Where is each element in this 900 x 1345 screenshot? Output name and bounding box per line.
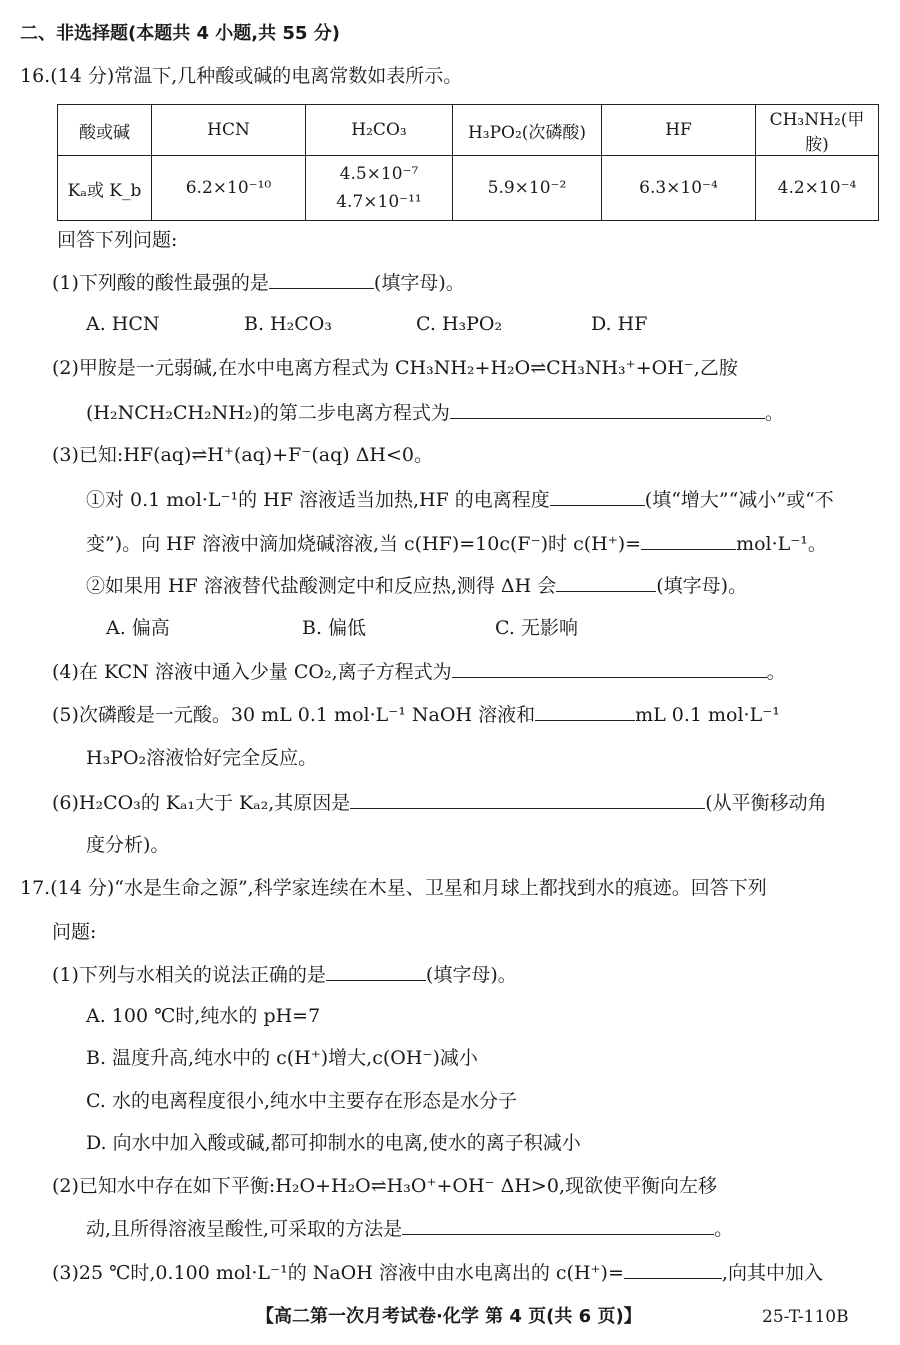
q16-p3-2-option-a: A. 偏高 xyxy=(106,617,170,639)
table-cell: 4.2×10⁻⁴ xyxy=(756,156,879,221)
q16-p3-1-text: ①对 0.1 mol·L⁻¹的 HF 溶液适当加热,HF 的电离程度 xyxy=(86,489,550,511)
q16-p5-text: (5)次磷酸是一元酸。30 mL 0.1 mol·L⁻¹ NaOH 溶液和 xyxy=(52,704,536,726)
q16-p1-option-d: D. HF xyxy=(591,313,648,335)
q17-p2-text: 动,且所得溶液呈酸性,可采取的方法是 xyxy=(86,1218,403,1240)
table-header-cell: H₃PO₂(次磷酸) xyxy=(453,105,602,156)
q16-p4 xyxy=(52,659,786,684)
ionization-constants-table xyxy=(57,104,879,221)
table-row xyxy=(58,156,879,221)
q17-p1-text: (1)下列与水相关的说法正确的是 xyxy=(52,964,326,986)
table-cell: 6.2×10⁻¹⁰ xyxy=(152,156,306,221)
table-header-cell: H₂CO₃ xyxy=(306,105,453,156)
q17-intro-line1: 17.(14 分)“水是生命之源”,科学家连续在木星、卫星和月球上都找到水的痕迹。回答下列 xyxy=(20,877,767,899)
q16-p1-option-a: A. HCN xyxy=(86,313,160,335)
q17-p1-option-c: C. 水的电离程度很小,纯水中主要存在形态是水分子 xyxy=(86,1090,517,1112)
q16-p3-1-unit: mol·L⁻¹。 xyxy=(736,533,827,555)
answer-intro: 回答下列问题: xyxy=(57,229,178,251)
q17-p3-text: (3)25 ℃时,0.100 mol·L⁻¹的 NaOH 溶液中由水电离出的 c(H⁺)= xyxy=(52,1262,624,1284)
q16-p3-2-end: (填字母)。 xyxy=(656,575,748,597)
q17-p2-line1: (2)已知水中存在如下平衡:H₂O+H₂O⇌H₃O⁺+OH⁻ ΔH>0,现欲使平衡向左移 xyxy=(52,1175,717,1197)
table-header-cell: 酸或碱 xyxy=(58,105,152,156)
section-title: 二、非选择题(本题共 4 小题,共 55 分) xyxy=(20,23,340,44)
q17-p1-option-d: D. 向水中加入酸或碱,都可抑制水的电离,使水的离子积减小 xyxy=(86,1132,581,1154)
q16-p3-1-text-c: 变”)。向 HF 溶液中滴加烧碱溶液,当 c(HF)=10c(F⁻)时 c(H⁺)= xyxy=(86,533,642,555)
q16-p5-line1 xyxy=(52,702,780,727)
table-header-row xyxy=(58,105,879,156)
answer-blank[interactable] xyxy=(326,962,426,981)
q16-p4-text: (4)在 KCN 溶液中通入少量 CO₂,离子方程式为 xyxy=(52,661,452,683)
table-cell-value: 4.7×10⁻¹¹ xyxy=(336,192,422,212)
answer-blank[interactable] xyxy=(535,702,635,721)
q16-p3-2-text: ②如果用 HF 溶液替代盐酸测定中和反应热,测得 ΔH 会 xyxy=(86,575,557,597)
q16-p1-end: (填字母)。 xyxy=(373,272,465,294)
answer-blank[interactable] xyxy=(641,531,736,550)
q16-p2-line2 xyxy=(86,400,784,425)
q16-p1 xyxy=(52,270,465,295)
q16-p2-line1: (2)甲胺是一元弱碱,在水中电离方程式为 CH₃NH₂+H₂O⇌CH₃NH₃⁺+OH⁻,乙胺 xyxy=(52,357,738,379)
q16-p6-line1 xyxy=(52,790,827,815)
table-header-cell: HF xyxy=(602,105,756,156)
answer-blank[interactable] xyxy=(556,573,656,592)
q16-p3: (3)已知:HF(aq)⇌H⁺(aq)+F⁻(aq) ΔH<0。 xyxy=(52,444,434,466)
answer-blank[interactable] xyxy=(350,790,705,809)
q16-p3-1-line2 xyxy=(86,531,827,556)
q17-p1 xyxy=(52,962,517,987)
q16-p3-1-line1 xyxy=(86,487,834,512)
q17-p2-line2 xyxy=(86,1216,733,1241)
q16-p3-2-option-c: C. 无影响 xyxy=(495,617,578,639)
q16-p1-option-c: C. H₃PO₂ xyxy=(416,313,503,335)
q17-p1-option-b: B. 温度升高,纯水中的 c(H⁺)增大,c(OH⁻)减小 xyxy=(86,1047,478,1069)
q16-p3-2 xyxy=(86,573,747,598)
answer-blank[interactable] xyxy=(550,487,645,506)
q16-intro: 16.(14 分)常温下,几种酸或碱的电离常数如表所示。 xyxy=(20,65,463,87)
answer-blank[interactable] xyxy=(452,659,767,678)
table-cell-value: 4.5×10⁻⁷ xyxy=(339,164,419,184)
q16-p5-text-b: mL 0.1 mol·L⁻¹ xyxy=(635,704,780,726)
q17-p2-end: 。 xyxy=(714,1218,734,1240)
table-header-cell: CH₃NH₂(甲胺) xyxy=(756,105,879,156)
q16-p3-2-option-b: B. 偏低 xyxy=(302,617,367,639)
table-cell: 6.3×10⁻⁴ xyxy=(602,156,756,221)
answer-blank[interactable] xyxy=(269,270,374,289)
table-cell: 5.9×10⁻² xyxy=(453,156,602,221)
q16-p6-line2: 度分析)。 xyxy=(86,834,170,856)
answer-blank[interactable] xyxy=(624,1260,722,1279)
q16-p3-1-text-b: (填“增大”“减小”或“不 xyxy=(644,489,834,511)
exam-code: 25-T-110B xyxy=(762,1307,849,1327)
table-row-label: Kₐ或 K_b xyxy=(58,156,152,221)
q16-p1-option-b: B. H₂CO₃ xyxy=(244,313,332,335)
q16-p5-line2: H₃PO₂溶液恰好完全反应。 xyxy=(86,747,318,769)
table-header-cell: HCN xyxy=(152,105,306,156)
q16-p6-text: (6)H₂CO₃的 Kₐ₁大于 Kₐ₂,其原因是 xyxy=(52,792,351,814)
q16-p1-text: (1)下列酸的酸性最强的是 xyxy=(52,272,269,294)
q16-p4-end: 。 xyxy=(766,661,786,683)
q16-p2-end: 。 xyxy=(764,402,784,424)
page-footer: 【高二第一次月考试卷·化学 第 4 页(共 6 页)】 xyxy=(256,1306,642,1327)
q17-p1-end: (填字母)。 xyxy=(425,964,517,986)
answer-blank[interactable] xyxy=(402,1216,714,1235)
answer-blank[interactable] xyxy=(450,400,765,419)
q17-intro-line2: 问题: xyxy=(52,921,97,943)
q17-p1-option-a: A. 100 ℃时,纯水的 pH=7 xyxy=(86,1005,321,1027)
q16-p2-text: (H₂NCH₂CH₂NH₂)的第二步电离方程式为 xyxy=(86,402,450,424)
table-cell-stacked xyxy=(306,156,453,221)
q17-p3 xyxy=(52,1260,823,1285)
q16-p6-text-b: (从平衡移动角 xyxy=(705,792,827,814)
q17-p3-text-b: ,向其中加入 xyxy=(721,1262,823,1284)
